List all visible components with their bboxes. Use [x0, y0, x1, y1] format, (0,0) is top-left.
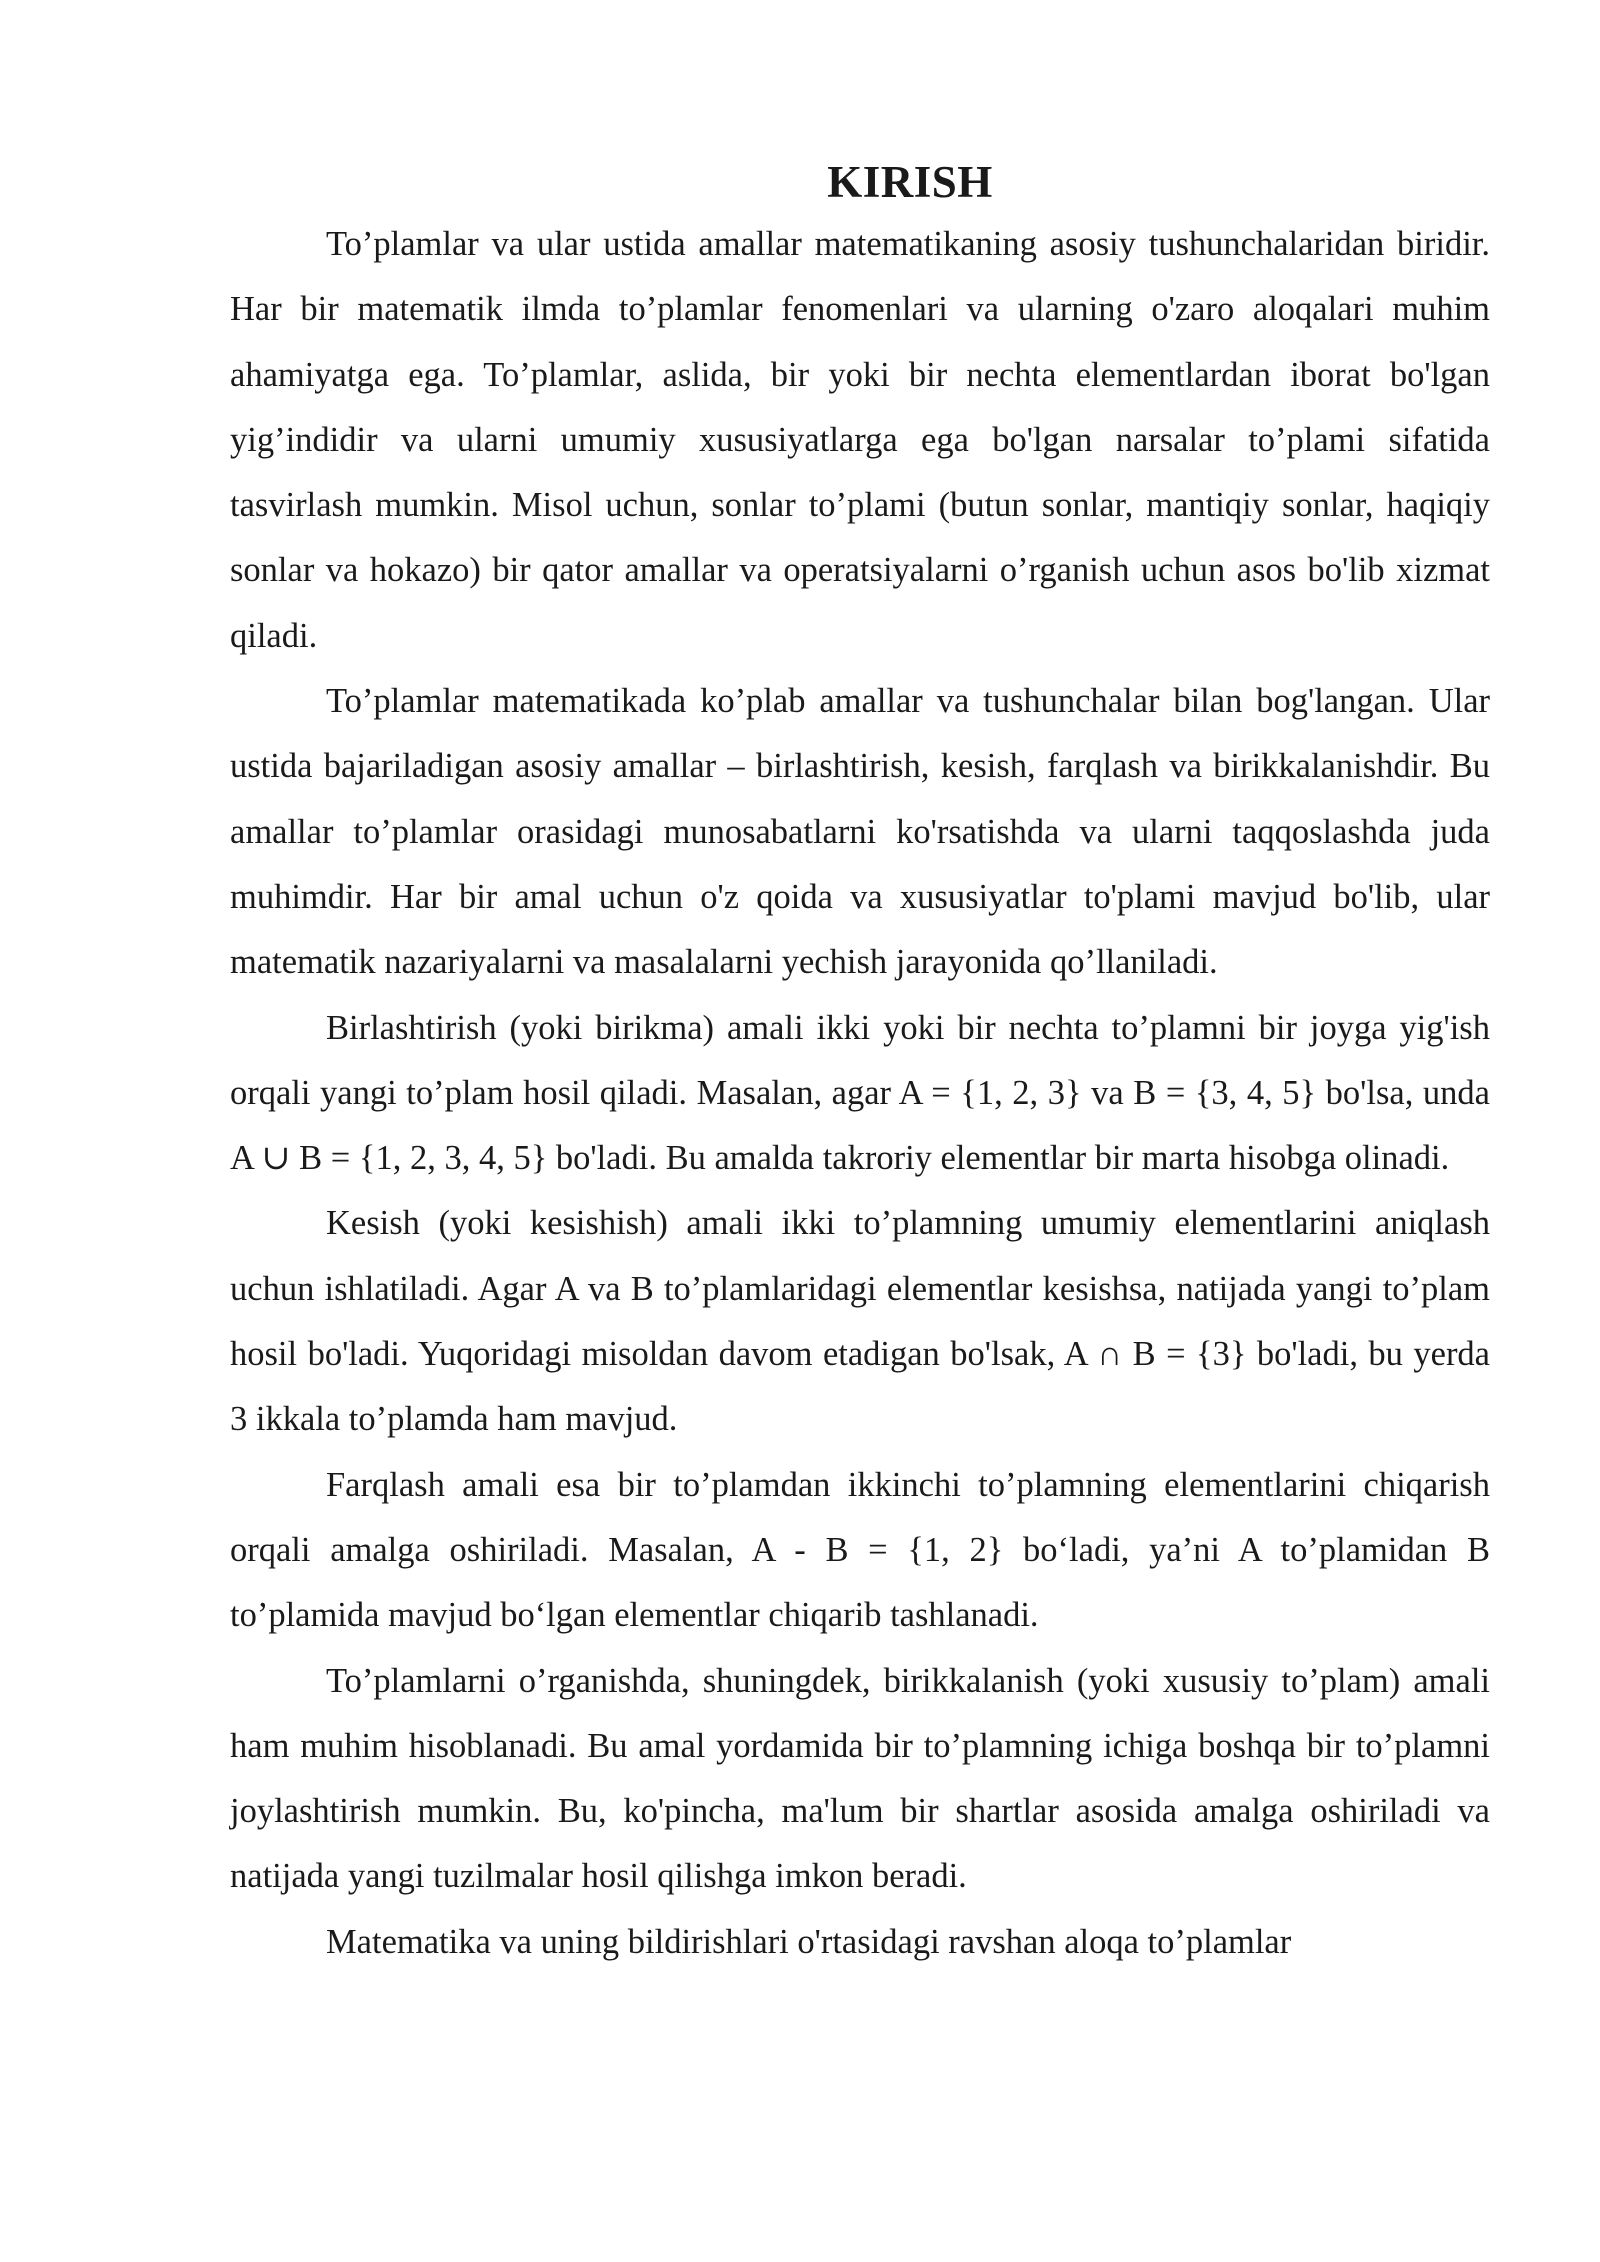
page-content [230, 152, 1490, 1975]
paragraph-intersection: Kesish (yoki kesishish) amali ikki to’plamning umumiy elementlarini aniqlash uchun ishlatiladi. Agar A va B to’plamlaridagi elementlar kesishsa, natijada yangi to’plam hosil bo'ladi. Yuqoridagi misoldan davom etadigan bo'lsak, A ∩ B = {3} bo'ladi, bu yerda 3 ikkala to’plamda ham mavjud. [230, 1204, 1490, 1439]
paragraph-subset: To’plamlarni o’rganishda, shuningdek, birikkalanish (yoki xususiy to’plam) amali ham muhim hisoblanadi. Bu amal yordamida bir to’plamning ichiga boshqa bir to’plamni joylashtirish mumkin. Bu, ko'pincha, ma'lum bir shartlar asosida amalga oshiriladi va natijada yangi tuzilmalar hosil qilishga imkon beradi. [230, 1661, 1490, 1896]
paragraph-intro: To’plamlar va ular ustida amallar matematikaning asosiy tushunchalaridan biridir. Har bir matematik ilmda to’plamlar fenomenlari va ularning o'zaro aloqalari muhim ahamiyatga ega. To’plamlar, aslida, bir yoki bir nechta elementlardan iborat bo'lgan yig’indidir va ularni umumiy xususiyatlarga ega bo'lgan narsalar to’plami sifatida tasvirlash mumkin. Misol uchun, sonlar to’plami (butun sonlar, mantiqiy sonlar, haqiqiy sonlar va hokazo) bir qator amallar va operatsiyalarni o’rganish uchun asos bo'lib xizmat qiladi. [230, 225, 1490, 655]
page-title: KIRISH [827, 157, 993, 207]
paragraph-union: Birlashtirish (yoki birikma) amali ikki yoki bir nechta to’plamni bir joyga yig'ish orqali yangi to’plam hosil qiladi. Masalan, agar A = {1, 2, 3} va B = {3, 4, 5} bo'lsa, unda A ∪ B = {1, 2, 3, 4, 5} bo'ladi. Bu amalda takroriy elementlar bir marta hisobga olinadi. [230, 1008, 1490, 1178]
paragraph-continuation: Matematika va uning bildirishlari o'rtasidagi ravshan aloqa to’plamlar [326, 1922, 1292, 1961]
paragraph-difference: Farqlash amali esa bir to’plamdan ikkinchi to’plamning elementlarini chiqarish orqali amalga oshiriladi. Masalan, A - B = {1, 2} bo‘ladi, ya’ni A to’plamidan B to’plamida mavjud bo‘lgan elementlar chiqarib tashlanadi. [230, 1465, 1490, 1635]
paragraph-operations: To’plamlar matematikada ko’plab amallar va tushunchalar bilan bog'langan. Ular ustida bajariladigan asosiy amallar – birlashtirish, kesish, farqlash va birikkalanishdir. Bu amallar to’plamlar orasidagi munosabatlarni ko'rsatishda va ularni taqqoslashda juda muhimdir. Har bir amal uchun o'z qoida va xususiyatlar to'plami mavjud bo'lib, ular matematik nazariyalarni va masalalarni yechish jarayonida qo’llaniladi. [230, 682, 1490, 982]
